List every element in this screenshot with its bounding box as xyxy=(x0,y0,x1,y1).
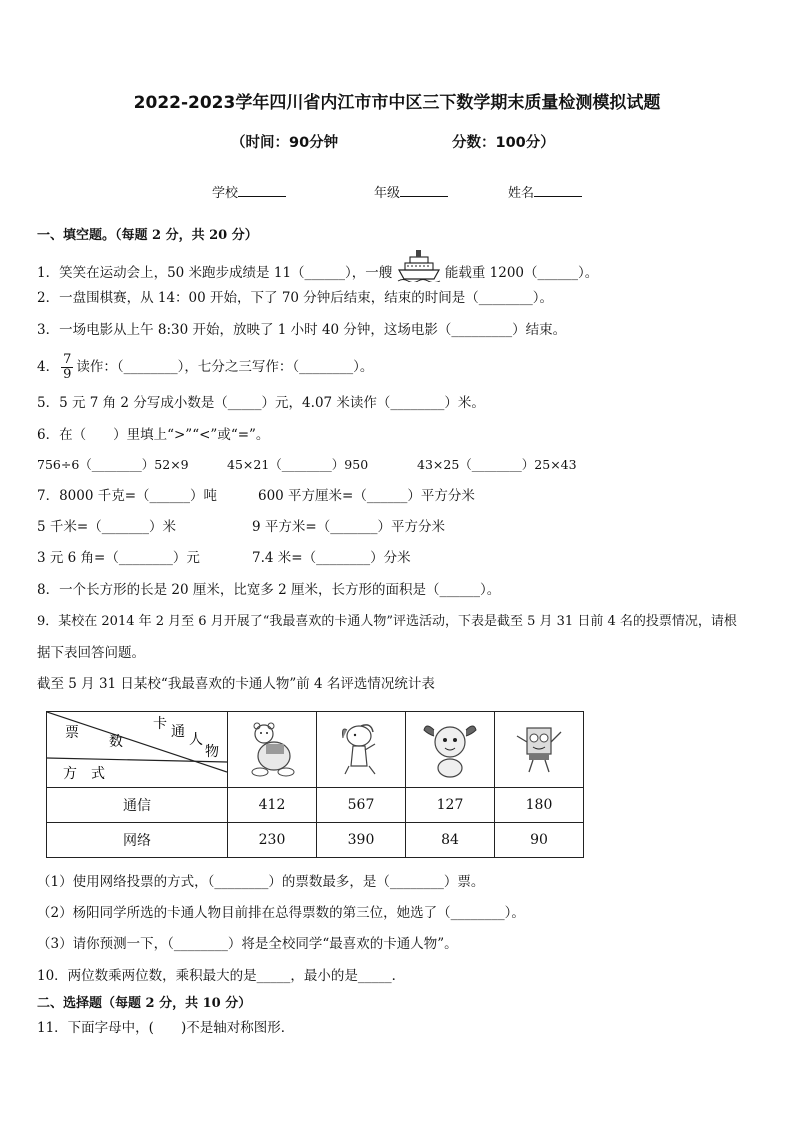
question-6-c: 43×25（________）25×43 xyxy=(417,457,577,472)
character-goat-cell xyxy=(406,712,495,788)
question-7-row1-a: 7．8000 千克=（______）吨 xyxy=(37,488,218,504)
online-votes-goat: 84 xyxy=(406,823,495,858)
page-title: 2022-2023学年四川省内江市市中区三下数学期末质量检测模拟试题 xyxy=(133,93,661,113)
question-2: 2．一盘围棋赛，从 14：00 开始，下了 70 分钟后结束，结束的时间是（________）。 xyxy=(37,290,554,306)
exam-time: （时间：90分钟 xyxy=(231,135,339,151)
question-11: 11．下面字母中，( )不是轴对称图形． xyxy=(37,1020,295,1036)
corner-cartoon-char-3: 人 xyxy=(189,732,203,748)
mail-votes-dog: 567 xyxy=(317,788,406,823)
question-7-row1-b: 600 平方厘米=（______）平方分米 xyxy=(258,488,475,504)
sponge-icon xyxy=(509,720,569,780)
corner-cartoon-char-4: 物 xyxy=(205,744,219,760)
row-label-online: 网络 xyxy=(47,823,228,858)
corner-method-char-2: 式 xyxy=(91,766,105,782)
question-4 xyxy=(37,351,373,383)
corner-method-char-1: 方 xyxy=(63,766,77,782)
goat-icon xyxy=(420,720,480,780)
grade-label: 年级 xyxy=(374,186,401,201)
question-6-b: 45×21（________）950 xyxy=(227,457,369,472)
character-sponge-cell xyxy=(495,712,584,788)
question-3: 3．一场电影从上午 8:30 开始，放映了 1 小时 40 分钟，这场电影（_________）结束。 xyxy=(37,322,567,338)
mail-votes-goat: 127 xyxy=(406,788,495,823)
grade-blank[interactable] xyxy=(400,184,448,197)
question-9-line1: 9．某校在 2014 年 2 月至 6 月开展了“我最喜欢的卡通人物”评选活动，下表是截至 5 月 31 日前 4 名的投票情况，请根 xyxy=(37,614,737,629)
name-blank[interactable] xyxy=(534,184,582,197)
table-row xyxy=(47,823,584,858)
row-label-mail: 通信 xyxy=(47,788,228,823)
school-blank[interactable] xyxy=(238,184,286,197)
question-5: 5．5 元 7 角 2 分写成小数是（_____）元，4.07 米读作（________）米。 xyxy=(37,395,485,411)
question-4-number: 4． xyxy=(37,359,60,375)
question-10: 10．两位数乘两位数，乘积最大的是_____，最小的是_____． xyxy=(37,968,406,984)
table-caption: 截至 5 月 31 日某校“我最喜欢的卡通人物”前 4 名评选情况统计表 xyxy=(37,676,435,692)
ship-icon xyxy=(397,248,441,287)
corner-diagonal-lines xyxy=(47,712,227,788)
question-4-text: 读作：（________），七分之三写作：（________）。 xyxy=(76,359,374,375)
question-9-sub-2: （2）杨阳同学所选的卡通人物目前排在总得票数的第三位，她选了（________）。 xyxy=(37,905,525,921)
question-8: 8．一个长方形的长是 20 厘米，比宽多 2 厘米，长方形的面积是（______）。 xyxy=(37,582,501,598)
question-1 xyxy=(37,254,598,293)
vote-statistics-table xyxy=(46,711,584,858)
question-9-sub-3: （3）请你预测一下，（________）将是全校同学“最喜欢的卡通人物”。 xyxy=(37,936,458,952)
corner-votes-char-1: 票 xyxy=(65,725,79,741)
table-corner-cell xyxy=(47,712,228,788)
question-6-a: 756÷6（________）52×9 xyxy=(37,457,189,472)
school-label: 学校 xyxy=(212,186,239,201)
question-7-row3-b: 7.4 米=（________）分米 xyxy=(252,550,411,566)
question-6-intro: 6．在（ ）里填上“>”“<”或“=”。 xyxy=(37,427,270,443)
name-field xyxy=(508,182,582,201)
online-votes-dog: 390 xyxy=(317,823,406,858)
section-2-heading: 二、选择题（每题 2 分，共 10 分） xyxy=(37,996,252,1011)
question-1-text-after: 能载重 1200（______）。 xyxy=(444,265,599,281)
fraction-denominator: 9 xyxy=(63,367,72,382)
question-1-text-before: 1．笑笑在运动会上，50 米跑步成绩是 11（______），一艘 xyxy=(37,265,393,281)
school-field xyxy=(212,182,286,201)
exam-score: 分数：100分） xyxy=(452,135,555,151)
name-label: 姓名 xyxy=(508,186,535,201)
question-7-row2-b: 9 平方米=（_______）平方分米 xyxy=(252,519,445,535)
grade-field xyxy=(374,182,448,201)
character-bear-cell xyxy=(228,712,317,788)
fraction-numerator: 7 xyxy=(63,352,72,367)
corner-cartoon-char-1: 卡 xyxy=(153,716,167,732)
table-row xyxy=(47,788,584,823)
character-dog-cell xyxy=(317,712,406,788)
question-9-sub-1: （1）使用网络投票的方式，（________）的票数最多，是（________）票。 xyxy=(37,874,485,890)
mail-votes-sponge: 180 xyxy=(495,788,584,823)
question-7-row3-a: 3 元 6 角=（________）元 xyxy=(37,550,200,566)
question-9-line2: 据下表回答问题。 xyxy=(37,645,145,661)
corner-votes-char-2: 数 xyxy=(109,734,123,750)
bear-icon xyxy=(242,720,302,780)
question-7-row2-a: 5 千米=（_______）米 xyxy=(37,519,176,535)
dog-icon xyxy=(331,720,391,780)
online-votes-bear: 230 xyxy=(228,823,317,858)
fraction-seven-ninths xyxy=(61,353,73,382)
mail-votes-bear: 412 xyxy=(228,788,317,823)
corner-cartoon-char-2: 通 xyxy=(171,724,185,740)
section-1-heading: 一、填空题。（每题 2 分，共 20 分） xyxy=(37,228,258,243)
online-votes-sponge: 90 xyxy=(495,823,584,858)
